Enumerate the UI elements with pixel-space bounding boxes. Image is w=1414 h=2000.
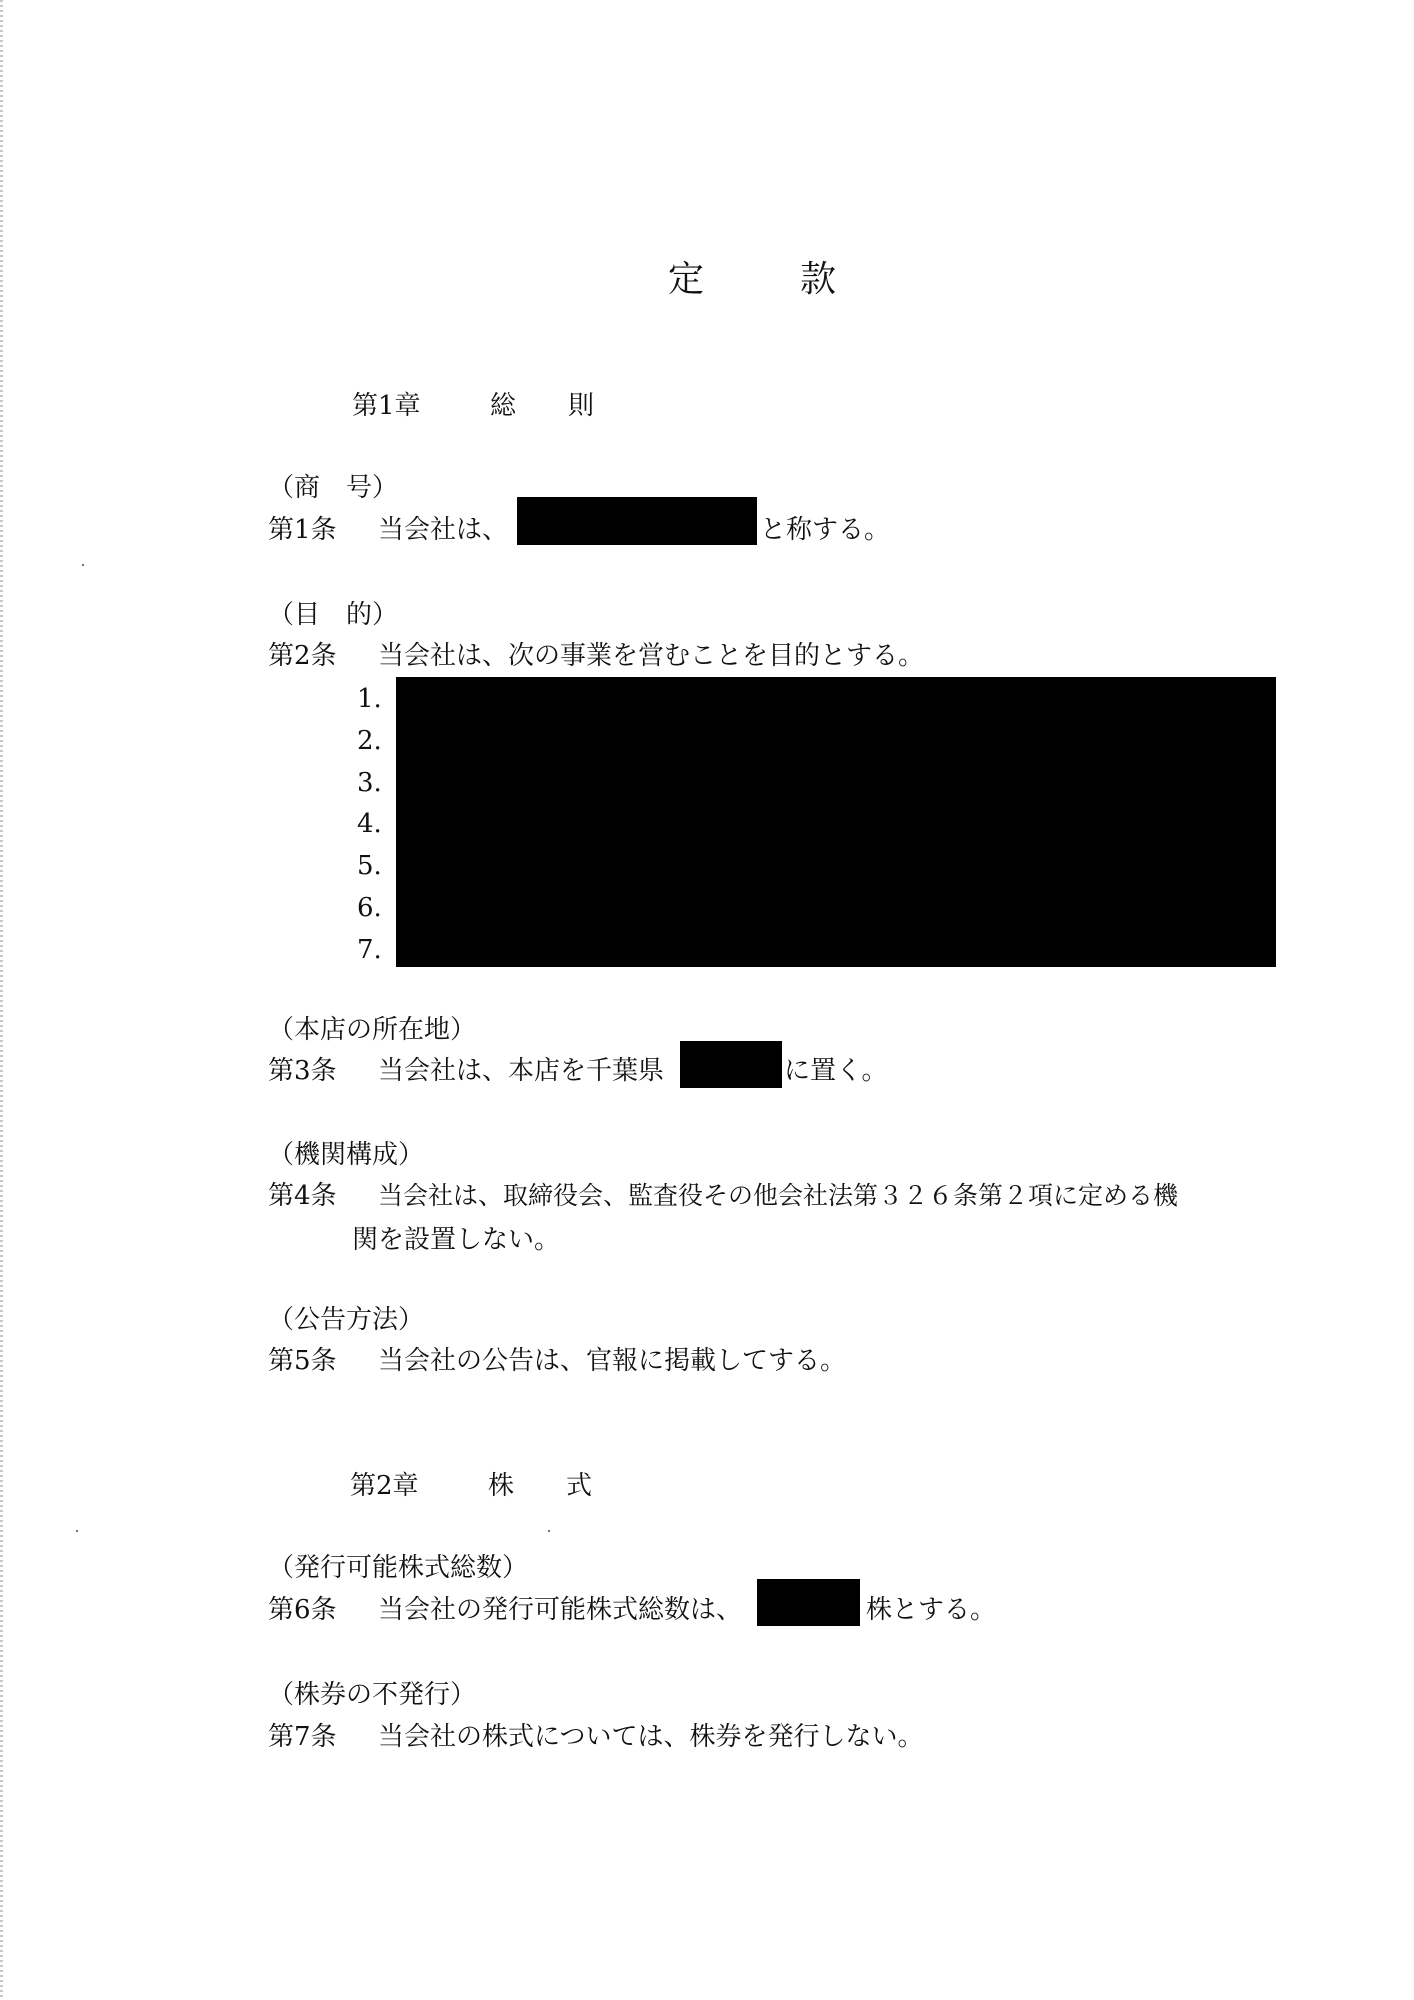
chapter-2-title-2: 式 — [566, 1471, 593, 1501]
chapter-2-number: 第2章 — [350, 1471, 419, 1501]
purpose-item-number: 6. — [357, 893, 382, 923]
article-2-text: 当会社は、次の事業を営むことを目的とする。 — [378, 641, 925, 671]
article-7-label: 第7条 — [268, 1722, 337, 1752]
article-4-heading: （機関構成） — [268, 1140, 425, 1170]
article-1-heading: （商 号） — [268, 473, 399, 503]
article-4-text-line-2: 関を設置しない。 — [352, 1225, 561, 1255]
scan-speck — [82, 564, 84, 566]
article-5-heading: （公告方法） — [268, 1305, 425, 1335]
chapter-1-title-1: 総 — [490, 391, 517, 421]
chapter-2-title-1: 株 — [488, 1471, 515, 1501]
article-2-label: 第2条 — [268, 641, 337, 671]
article-5-text: 当会社の公告は、官報に掲載してする。 — [378, 1346, 847, 1376]
purpose-item-number: 7. — [357, 935, 382, 965]
purpose-item-number: 1. — [357, 684, 382, 714]
article-7-text: 当会社の株式については、株券を発行しない。 — [378, 1722, 924, 1752]
article-4-label: 第4条 — [268, 1181, 337, 1211]
article-1-label: 第1条 — [268, 515, 337, 545]
article-3-heading: （本店の所在地） — [268, 1015, 477, 1045]
article-4-text-line-1: 当会社は、取締役会、監査役その他会社法第３２６条第２項に定める機 — [378, 1181, 1179, 1210]
chapter-1-title-2: 則 — [568, 391, 595, 421]
article-3-text-before: 当会社は、本店を千葉県 — [378, 1056, 665, 1086]
purpose-item-number: 5. — [357, 851, 382, 881]
article-6-text-before: 当会社の発行可能株式総数は、 — [378, 1595, 743, 1625]
redaction-company-name — [517, 497, 757, 545]
article-6-heading: （発行可能株式総数） — [268, 1553, 529, 1583]
article-6-label: 第6条 — [268, 1595, 337, 1625]
purpose-item-number: 4. — [357, 809, 382, 839]
title-char-1: 定 — [668, 259, 707, 300]
scan-edge — [0, 0, 3, 2000]
article-1-text-before: 当会社は、 — [378, 515, 509, 545]
chapter-1-number: 第1章 — [352, 391, 421, 421]
redaction-share-count — [757, 1579, 860, 1626]
purpose-item-number: 3. — [357, 768, 382, 798]
purpose-item-number: 2. — [357, 726, 382, 756]
article-6-text-after: 株とする。 — [866, 1595, 997, 1625]
article-3-text-after: に置く。 — [784, 1056, 888, 1086]
redaction-address — [680, 1041, 782, 1088]
title-char-2: 款 — [800, 259, 839, 300]
scan-speck — [548, 1530, 550, 1532]
scan-speck — [76, 1530, 78, 1532]
redaction-business-purposes — [396, 677, 1276, 967]
article-5-label: 第5条 — [268, 1346, 337, 1376]
article-7-heading: （株券の不発行） — [268, 1680, 477, 1710]
article-1-text-after: と称する。 — [760, 515, 891, 545]
article-3-label: 第3条 — [268, 1056, 337, 1086]
article-2-heading: （目 的） — [268, 600, 399, 630]
